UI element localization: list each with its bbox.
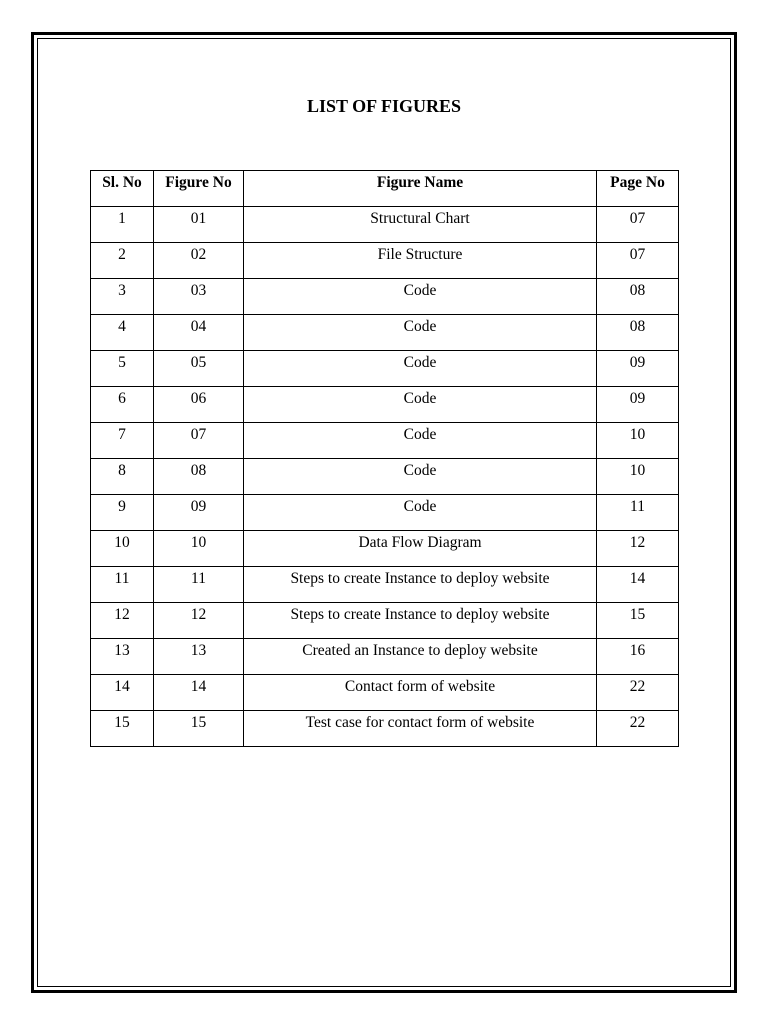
cell-figure-name: Test case for contact form of website (244, 711, 597, 747)
cell-figure-name: Code (244, 279, 597, 315)
column-header-sl-no: Sl. No (91, 171, 154, 207)
cell-figure-no: 12 (154, 603, 244, 639)
cell-figure-no: 14 (154, 675, 244, 711)
cell-sl-no: 5 (91, 351, 154, 387)
table-row (91, 459, 679, 495)
cell-figure-name: Code (244, 387, 597, 423)
cell-sl-no: 1 (91, 207, 154, 243)
cell-figure-name: Code (244, 495, 597, 531)
cell-figure-name: Code (244, 459, 597, 495)
table-row (91, 315, 679, 351)
cell-page-no: 16 (597, 639, 679, 675)
cell-page-no: 22 (597, 711, 679, 747)
cell-page-no: 10 (597, 423, 679, 459)
page-title: LIST OF FIGURES (306, 96, 462, 116)
table-row (91, 495, 679, 531)
table-row (91, 675, 679, 711)
cell-sl-no: 11 (91, 567, 154, 603)
cell-figure-no: 02 (154, 243, 244, 279)
cell-figure-name: File Structure (244, 243, 597, 279)
table-row (91, 603, 679, 639)
cell-figure-no: 13 (154, 639, 244, 675)
table-row (91, 207, 679, 243)
cell-figure-no: 11 (154, 567, 244, 603)
figures-table (90, 170, 679, 747)
cell-figure-name: Structural Chart (244, 207, 597, 243)
cell-page-no: 14 (597, 567, 679, 603)
cell-sl-no: 12 (91, 603, 154, 639)
cell-figure-name: Code (244, 351, 597, 387)
cell-page-no: 10 (597, 459, 679, 495)
table-header-row (91, 171, 679, 207)
cell-sl-no: 7 (91, 423, 154, 459)
cell-sl-no: 15 (91, 711, 154, 747)
cell-figure-no: 08 (154, 459, 244, 495)
cell-page-no: 08 (597, 315, 679, 351)
cell-page-no: 11 (597, 495, 679, 531)
cell-figure-no: 03 (154, 279, 244, 315)
cell-page-no: 09 (597, 387, 679, 423)
cell-figure-name: Contact form of website (244, 675, 597, 711)
table-row (91, 423, 679, 459)
cell-figure-name: Data Flow Diagram (244, 531, 597, 567)
cell-sl-no: 10 (91, 531, 154, 567)
table-row (91, 351, 679, 387)
table-row (91, 567, 679, 603)
cell-figure-no: 05 (154, 351, 244, 387)
cell-sl-no: 2 (91, 243, 154, 279)
cell-page-no: 09 (597, 351, 679, 387)
cell-page-no: 22 (597, 675, 679, 711)
table-row (91, 387, 679, 423)
cell-page-no: 15 (597, 603, 679, 639)
cell-figure-no: 09 (154, 495, 244, 531)
table-row (91, 531, 679, 567)
table-row (91, 711, 679, 747)
cell-figure-name: Steps to create Instance to deploy website (244, 603, 597, 639)
cell-figure-name: Code (244, 423, 597, 459)
cell-figure-name: Created an Instance to deploy website (244, 639, 597, 675)
cell-page-no: 07 (597, 207, 679, 243)
cell-sl-no: 9 (91, 495, 154, 531)
cell-figure-no: 15 (154, 711, 244, 747)
column-header-figure-no: Figure No (154, 171, 244, 207)
cell-sl-no: 6 (91, 387, 154, 423)
column-header-figure-name: Figure Name (244, 171, 597, 207)
cell-figure-name: Steps to create Instance to deploy website (244, 567, 597, 603)
column-header-page-no: Page No (597, 171, 679, 207)
cell-sl-no: 14 (91, 675, 154, 711)
cell-page-no: 07 (597, 243, 679, 279)
cell-figure-no: 01 (154, 207, 244, 243)
table-row (91, 243, 679, 279)
cell-figure-name: Code (244, 315, 597, 351)
cell-page-no: 12 (597, 531, 679, 567)
cell-figure-no: 07 (154, 423, 244, 459)
cell-figure-no: 04 (154, 315, 244, 351)
cell-sl-no: 3 (91, 279, 154, 315)
cell-sl-no: 13 (91, 639, 154, 675)
cell-sl-no: 8 (91, 459, 154, 495)
cell-sl-no: 4 (91, 315, 154, 351)
cell-figure-no: 10 (154, 531, 244, 567)
cell-figure-no: 06 (154, 387, 244, 423)
table-row (91, 279, 679, 315)
cell-page-no: 08 (597, 279, 679, 315)
table-row (91, 639, 679, 675)
